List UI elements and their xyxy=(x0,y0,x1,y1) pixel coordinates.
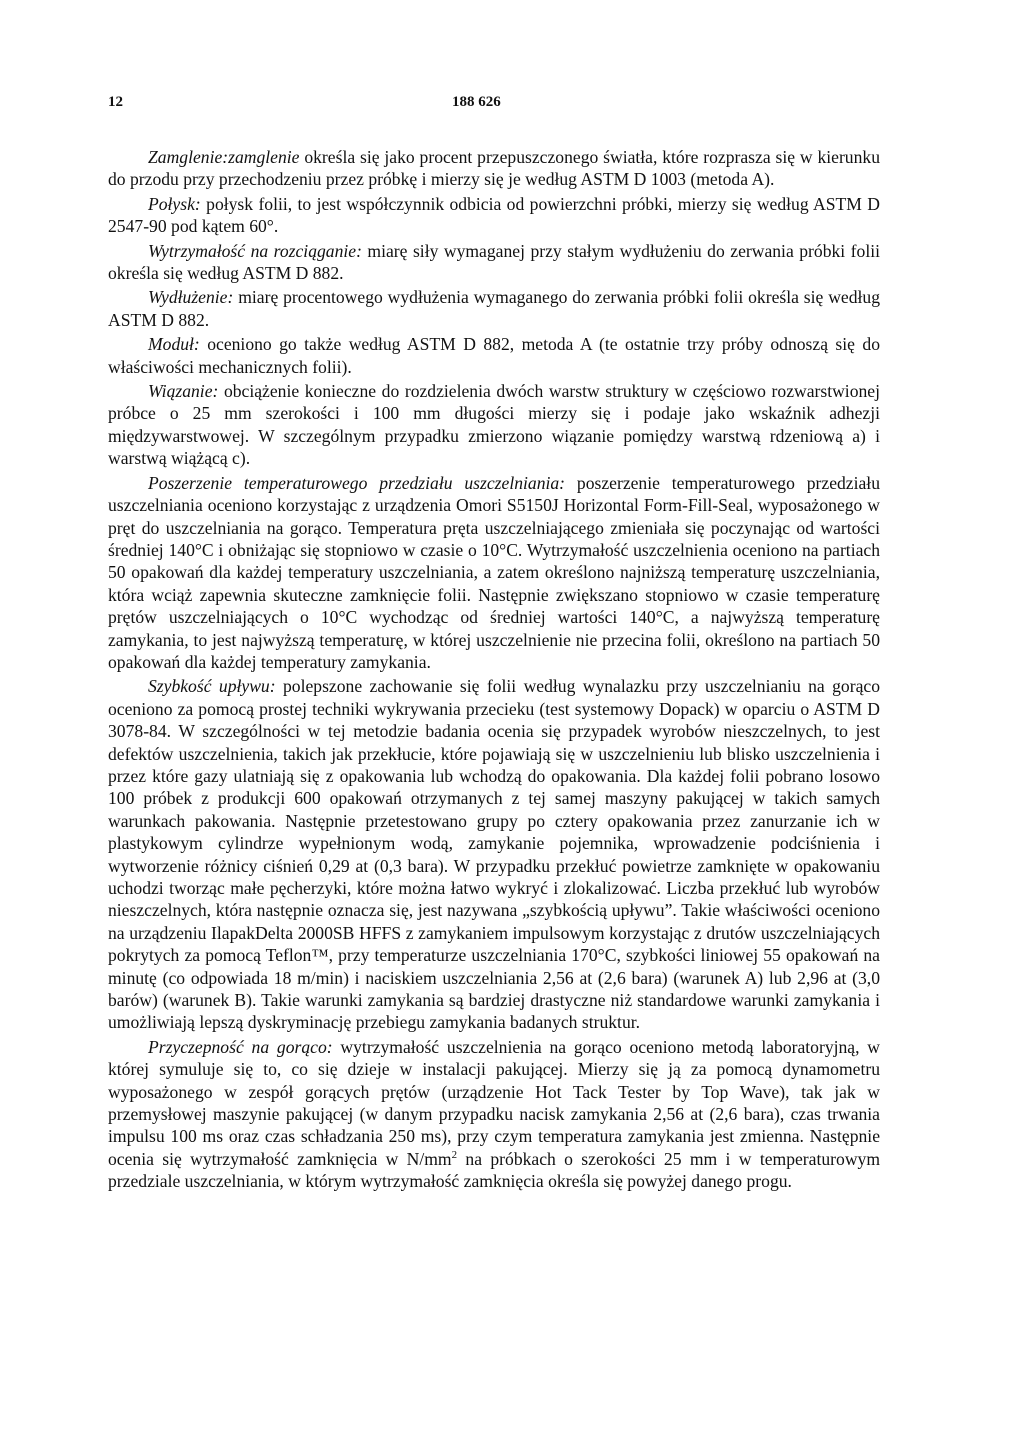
paragraph-modulus xyxy=(108,333,880,378)
paragraph-leak-rate xyxy=(108,675,880,1034)
term-modulus: Moduł: xyxy=(148,334,200,355)
term-bond: Wiązanie: xyxy=(148,381,219,402)
paragraph-haze xyxy=(108,146,880,191)
paragraph-tensile-strength xyxy=(108,240,880,285)
page-header xyxy=(108,94,878,118)
document-number: 188 626 xyxy=(452,94,501,110)
term-gloss: Połysk: xyxy=(148,193,201,214)
term-hot-tack: Przyczepność na gorąco: xyxy=(148,1036,333,1057)
term-leak-rate: Szybkość upływu: xyxy=(148,676,276,697)
paragraph-hot-tack xyxy=(108,1036,880,1193)
paragraph-text: połysk folii, to jest współczynnik odbicia od powierzchni próbki, mierzy się według ASTM D 2547-90 pod kątem 60°. xyxy=(108,193,880,237)
paragraph-seal-range xyxy=(108,472,880,674)
paragraph-text: obciążenie konieczne do rozdzielenia dwóch warstw struktury w częściowo rozwarstwionej próbce o 25 mm szerokości i 100 mm długości mierzy się i podaje jako wskaźnik adhezji międzywarstwowej. W szczególnym przypadku zmierzono wiązanie pomiędzy warstwą rdzeniową a) i warstwą wiążącą c). xyxy=(108,381,880,469)
term-seal-range: Poszerzenie temperaturowego przedziału uszczelniania: xyxy=(148,472,566,493)
paragraph-text: miarę siły wymaganej przy stałym wydłużeniu do zerwania próbki folii określa się według ASTM D 882. xyxy=(108,240,880,284)
paragraph-gloss xyxy=(108,193,880,238)
term-haze: Zamglenie:zamglenie xyxy=(148,147,300,167)
paragraph-text: określa się jako procent przepuszczonego światła, które rozprasza się w kierunku do przodu przy przechodzeniu przez próbkę i mierzy się je według ASTM D 1003 (metoda A). xyxy=(108,147,880,190)
paragraph-text: oceniono go także według ASTM D 882, metoda A (te ostatnie trzy próby odnoszą się do właściwości mechanicznych folii). xyxy=(108,334,880,377)
page-number: 12 xyxy=(108,94,123,110)
paragraph-text: polepszone zachowanie się folii według wynalazku przy uszczelnianiu na gorąco oceniono za pomocą prostej techniki wykrywania przecieku (test systemowy Dopack) w oparciu o ASTM D 3078-84. W szczególności w tej metodzie badania ocenia się przypadek wyrobów nieszczelnych, to jest defektów uszczelnienia, takich jak przekłucie, które pojawiają się w uszczelnieniu lub blisko uszczelnienia i przez które gazy ulatniają się z opakowania lub wchodzą do opakowania. Dla każdej folii pobrano losowo 100 próbek z produkcji 600 opakowań otrzymanych z tej samej maszyny pakującej w takich samych warunkach pakowania. Następnie przetestowano grupy po cztery opakowania przez zanurzanie ich w plastykowym cylindrze wypełnionym wodą, zamykanie pojemnika, wprowadzenie podciśnienia i wytworzenie różnicy ciśnień 0,29 at (0,3 bara). W przypadku przekłuć powietrze zamknięte w opakowaniu uchodzi tworząc małe pęcherzyki, które można łatwo wykryć i zlokalizować. Liczba przekłuć lub wyrobów nieszczelnych, która następnie oznacza się, jest nazywana „szybkością upływu”. Takie właściwości oceniono na urządzeniu IlapakDelta 2000SB HFFS z zamykaniem impulsowym korzystając z drutów uszczelniających pokrytych za pomocą Teflon™, przy temperaturze uszczelniania 170°C, szybkości liniowej 55 opakowań na minutę (co odpowiada 18 m/min) i naciskiem uszczelniania 2,56 at (2,6 bara) (warunek A) lub 2,96 at (3,0 barów) (warunek B). Takie warunki zamykania są bardziej drastyczne niż standardowe warunki zamykania i umożliwiają lepszą dyskryminację przebiegu zamykania badanych struktur. xyxy=(108,676,880,1033)
paragraph-text: miarę procentowego wydłużenia wymaganego do zerwania próbki folii określa się według ASTM D 882. xyxy=(108,287,880,330)
superscript: 2 xyxy=(451,1149,458,1162)
paragraph-text: wytrzymałość uszczelnienia na gorąco oceniono metodą laboratoryjną, w której symuluje się to, co się dzieje w instalacji pakującej. Mierzy się ją za pomocą dynamometru wyposażonego w zespół gorących prętów (urządzenie Hot Tack Tester by Top Wave), tak jak w przemysłowej maszynie pakującej (w danym przypadku nacisk zamykania 2,56 at (2,6 bara), czas trwania impulsu 100 ms oraz czas schładzania 250 ms), przy czym temperatura zamykania jest zmienna. Następnie ocenia się wytrzymałość zamknięcia w N/mm xyxy=(108,1036,881,1169)
paragraph-text: poszerzenie temperaturowego przedziału uszczelniania oceniono korzystając z urządzenia Omori S5150J Horizontal Form-Fill-Seal, wyposażonego w pręt do uszczelniania na gorąco. Temperatura pręta uszczelniającego zmieniała się poczynając od wartości średniej 140°C i obniżając się stopniowo w czasie o 10°C. Wytrzymałość uszczelnienia oceniono na partiach 50 opakowań dla każdej temperatury uszczelniania, a zatem określono najniższą temperaturę uszczelniania, która wciąż zapewnia skuteczne zamknięcie folii. Następnie zwiększano stopniowo w czasie temperaturę prętów uszczelniających o 10°C wychodząc od średniej wartości 140°C, a najwyższą temperaturę zamykania, to jest najwyższą temperaturę, w której uszczelnienie nie przecina folii, określono na partiach 50 opakowań dla każdej temperatury zamykania. xyxy=(108,472,880,672)
paragraph-bond xyxy=(108,380,880,470)
term-tensile-strength: Wytrzymałość na rozciąganie: xyxy=(148,240,362,261)
paragraph-text: na próbkach o szerokości 25 mm i w temperaturowym przedziale uszczelniania, w którym wytrzymałość zamknięcia określa się powyżej danego progu. xyxy=(108,1148,881,1192)
term-elongation: Wydłużenie: xyxy=(148,287,234,308)
paragraph-elongation xyxy=(108,286,880,331)
document-body xyxy=(108,146,880,1195)
